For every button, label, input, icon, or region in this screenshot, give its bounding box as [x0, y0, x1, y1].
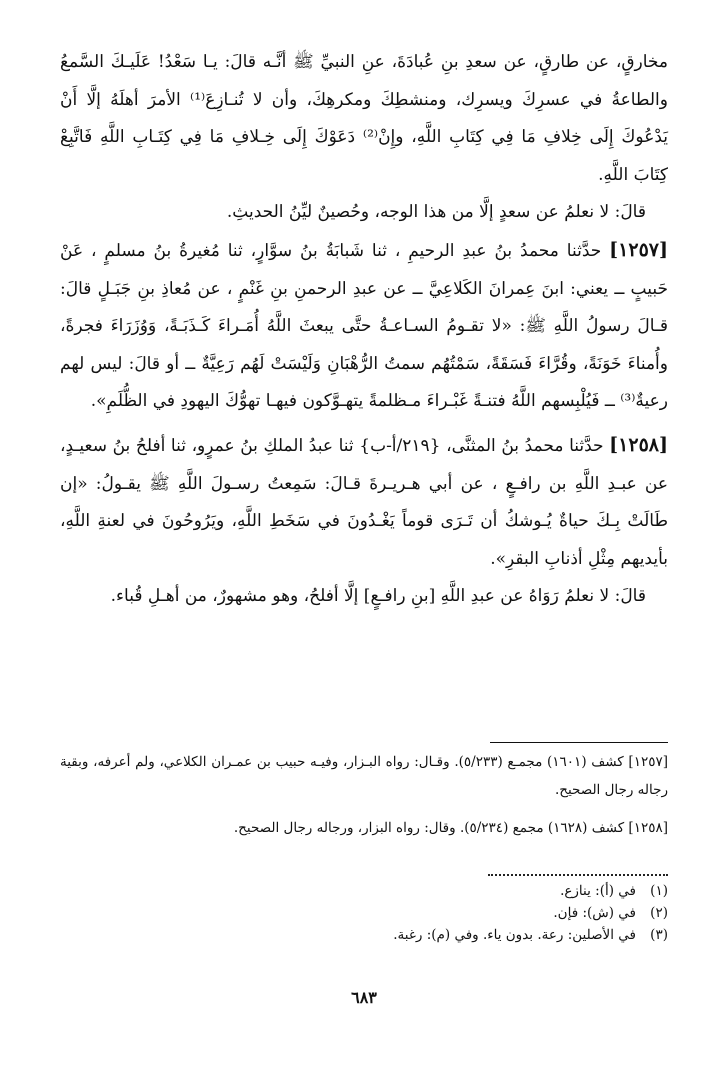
paragraph-5: قالَ: لا نعلمُ رَوَاهُ عن عبدِ اللَّهِ [بنِ رافـعٍ] إلَّا أفلحُ، وهو مشهورٌ، من أهـلِ قُباء.: [110, 586, 646, 607]
hadith-number: [١٢٥٧]: [609, 238, 668, 261]
footnote-key: (٢): [650, 905, 668, 921]
paragraph-1: مخارقٍ، عن طارقٍ، عن سعدِ بنِ عُبادَةَ، عنِ النبيِّ ﷺ أنَّـه قالَ: يـا سَعْدُ! عَلَيـكَ السَّمعُ والطاعةُ في عسرِكَ ويسرِك، ومنشطِكَ ومكرهِكَ، وأن لا تُنـازِعَ⁽¹⁾ الأمرَ أهلَهُ إلَّا أَنْ يَدْعُوكَ إِلَى خِلافِ مَا فِي كِتَابِ اللَّهِ، وإِنْ⁽²⁾ دَعَوْكَ إِلَى خِـلافِ مَا فِي كِتَـابِ اللَّهِ فَاتَّبِعْ كِتَابَ اللَّهِ.: [60, 52, 668, 185]
footnote-key: (٣): [650, 927, 668, 943]
footnotes: [60, 880, 668, 946]
footnote-1: [60, 880, 668, 902]
footnote-text: في (ش): فإن.: [553, 905, 636, 921]
footnote-2: [60, 902, 668, 924]
references: [60, 748, 668, 842]
hadith-1258: [١٢٥٨] حدَّثنا محمدُ بنُ المثنَّى، {٢١٩/أ-ب} ثنا عبدُ الملكِ بنُ عمرٍو، ثنا أفلحُ بنُ سعيـدٍ، عن عبـدِ اللَّهِ بن رافـعٍ ، عن أبي هـريـرةَ قـالَ: سَمِعتُ رسـولَ اللَّهِ ﷺ يقـولُ: «إن طَالَتْ بِـكَ حياةٌ يُـوشكُ أن تَـرَى قوماً يَغْـدُونَ في سَخَطِ اللَّهِ، ويَرُوحُونَ في لعنةِ اللَّهِ، بأيديهم مِثْلِ أذنابِ البقرِ».: [60, 433, 668, 569]
reference-1257: [١٢٥٧] كشف (١٦٠١) مجمـع (٥/٢٣٣). وقـال: رواه البـزار، وفيـه حبيب بن عمـران الكلاعي، ولم أعرفه، وبقية رجاله رجال الصحيح.: [60, 754, 668, 798]
reference-1258: [١٢٥٨] كشف (١٦٢٨) مجمع (٥/٢٣٤). وقال: رواه البزار، ورجاله رجال الصحيح.: [233, 820, 668, 836]
paragraph-2: قالَ: لا نعلمُ عن سعدٍ إلَّا من هذا الوجه، وحُصينٌ ليِّنُ الحديثِ.: [226, 202, 646, 223]
footnote-text: في (أ): ينازع.: [560, 883, 636, 899]
footnotes-divider: [488, 874, 668, 876]
references-divider: [490, 742, 668, 743]
footnote-key: (١): [650, 883, 668, 899]
footnote-text: في الأصلين: رعة. بدون ياء. وفي (م): رغبة.: [393, 927, 636, 943]
hadith-1257: [١٢٥٧] حدَّثنا محمدُ بنُ عبدِ الرحيمِ ، ثنا شَبابَةُ بنُ سوَّارٍ، ثنا مُغيرةُ بنُ مسلمٍ ، عَنْ حَبيبٍ ــ يعني: ابنَ عِمرانَ الكَلاعِيَّ ــ عن عبدِ الرحمنِ بنِ غَنْمٍ ، عن مُعاذِ بنِ جَبَـلٍ قالَ: قـالَ رسولُ اللَّهِ ﷺ: «لا تقـومُ السـاعـةُ حتَّى يبعثَ اللَّهُ أُمَـراءَ كَـذَبَـةً، وَوُزَرَاءَ فجرةً، وأُمناءَ خَوَنَةً، وقُرَّاءَ فَسَقَةً، سَمْتُهُم سمتُ الرُّهْبَانِ وَلَيْسَتْ لَهُم رَعِيَّةٌ ــ أو قالَ: ليس لهم رعيةٌ⁽³⁾ ــ فَيُلْبِسهم اللَّهُ فتنـةً غَبْـراءَ مـظلمةً يتهـوَّكون فيهـا تهوُّكَ اليهودِ في الظُّلَمِ».: [60, 238, 669, 412]
main-text: [60, 44, 668, 616]
page-number: ٦٨٣: [351, 988, 377, 1007]
footnote-3: [60, 924, 668, 946]
hadith-number: [١٢٥٨]: [609, 433, 668, 456]
